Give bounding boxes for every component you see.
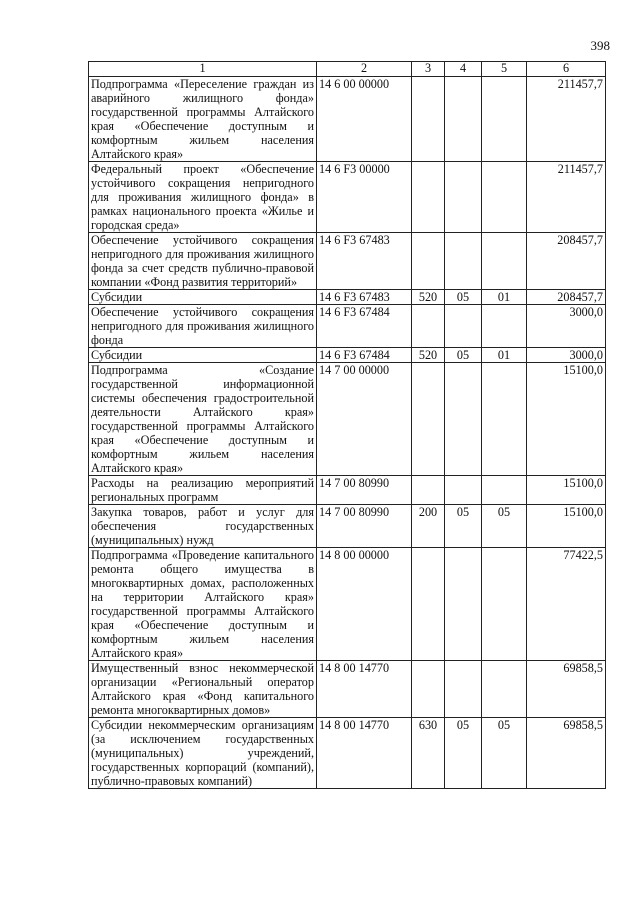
row-subsection: [482, 476, 527, 505]
row-amount: 69858,5: [527, 661, 606, 718]
row-amount: 15100,0: [527, 476, 606, 505]
table-row: [89, 290, 606, 305]
header-row: [89, 62, 606, 77]
table-body: [89, 77, 606, 789]
row-amount: 77422,5: [527, 548, 606, 661]
row-target-code: 14 6 00 00000: [317, 77, 412, 162]
table-row: [89, 363, 606, 476]
row-subsection: 01: [482, 348, 527, 363]
column-header-1: 1: [89, 62, 317, 77]
table-row: [89, 233, 606, 290]
row-expense-type: 520: [412, 290, 445, 305]
row-subsection: [482, 363, 527, 476]
row-subsection: 05: [482, 718, 527, 789]
table-row: [89, 718, 606, 789]
row-section: [445, 305, 482, 348]
table-row: [89, 348, 606, 363]
row-subsection: [482, 305, 527, 348]
column-header-5: 5: [482, 62, 527, 77]
row-target-code: 14 6 F3 00000: [317, 162, 412, 233]
row-section: [445, 233, 482, 290]
table-row: [89, 548, 606, 661]
column-header-3: 3: [412, 62, 445, 77]
row-target-code: 14 6 F3 67484: [317, 305, 412, 348]
row-name: Подпрограмма «Переселение граждан из аварийного жилищного фонда» государственной программы Алтайского края «Обеспечение доступным и комфортным жильем населения Алтайского края»: [89, 77, 317, 162]
row-expense-type: [412, 162, 445, 233]
row-expense-type: [412, 476, 445, 505]
row-name: Подпрограмма «Проведение капитального ремонта общего имущества в многоквартирных домах, расположенных на территории Алтайского края» государственной программы Алтайского края «Обеспечение доступным и комфортным жильем населения Алтайского края»: [89, 548, 317, 661]
row-amount: 211457,7: [527, 162, 606, 233]
row-amount: 208457,7: [527, 233, 606, 290]
row-amount: 211457,7: [527, 77, 606, 162]
row-name: Обеспечение устойчивого сокращения непригодного для проживания жилищного фонда за счет средств публично-правовой компании «Фонд развития территорий»: [89, 233, 317, 290]
row-name: Имущественный взнос некоммерческой организации «Региональный оператор Алтайского края «Фонд капитального ремонта многоквартирных домов»: [89, 661, 317, 718]
row-target-code: 14 8 00 14770: [317, 661, 412, 718]
row-subsection: [482, 162, 527, 233]
page-number: 398: [590, 38, 610, 53]
row-target-code: 14 6 F3 67484: [317, 348, 412, 363]
row-name: Закупка товаров, работ и услуг для обеспечения государственных (муниципальных) нужд: [89, 505, 317, 548]
table-row: [89, 162, 606, 233]
row-target-code: 14 6 F3 67483: [317, 233, 412, 290]
row-expense-type: 630: [412, 718, 445, 789]
row-amount: 3000,0: [527, 305, 606, 348]
row-expense-type: [412, 305, 445, 348]
row-target-code: 14 7 00 00000: [317, 363, 412, 476]
table-row: [89, 305, 606, 348]
row-amount: 69858,5: [527, 718, 606, 789]
row-name: Расходы на реализацию мероприятий региональных программ: [89, 476, 317, 505]
row-target-code: 14 8 00 00000: [317, 548, 412, 661]
row-target-code: 14 7 00 80990: [317, 505, 412, 548]
column-header-6: 6: [527, 62, 606, 77]
row-name: Субсидии некоммерческим организациям (за исключением государственных (муниципальных) учреждений, государственных корпораций (компаний), публично-правовых компаний): [89, 718, 317, 789]
row-amount: 208457,7: [527, 290, 606, 305]
row-name: Обеспечение устойчивого сокращения непригодного для проживания жилищного фонда: [89, 305, 317, 348]
row-subsection: 05: [482, 505, 527, 548]
row-section: [445, 548, 482, 661]
row-expense-type: 200: [412, 505, 445, 548]
row-name: Субсидии: [89, 290, 317, 305]
row-section: [445, 77, 482, 162]
row-expense-type: [412, 548, 445, 661]
column-header-4: 4: [445, 62, 482, 77]
row-expense-type: [412, 233, 445, 290]
row-section: [445, 476, 482, 505]
row-amount: 15100,0: [527, 363, 606, 476]
row-subsection: [482, 661, 527, 718]
table-row: [89, 505, 606, 548]
row-expense-type: [412, 363, 445, 476]
row-section: [445, 363, 482, 476]
row-target-code: 14 6 F3 67483: [317, 290, 412, 305]
row-name: Подпрограмма «Создание государственной информационной системы обеспечения градостроительной деятельности Алтайского края» государственной программы Алтайского края «Обеспечение доступным и комфортным жильем населения Алтайского края»: [89, 363, 317, 476]
column-header-2: 2: [317, 62, 412, 77]
row-name: Федеральный проект «Обеспечение устойчивого сокращения непригодного для проживания жилищного фонда» в рамках национального проекта «Жилье и городская среда»: [89, 162, 317, 233]
row-section: [445, 162, 482, 233]
row-section: 05: [445, 718, 482, 789]
row-section: 05: [445, 505, 482, 548]
row-section: 05: [445, 348, 482, 363]
row-expense-type: [412, 77, 445, 162]
row-target-code: 14 7 00 80990: [317, 476, 412, 505]
row-name: Субсидии: [89, 348, 317, 363]
row-expense-type: 520: [412, 348, 445, 363]
table-row: [89, 476, 606, 505]
row-amount: 3000,0: [527, 348, 606, 363]
table-row: [89, 661, 606, 718]
row-section: 05: [445, 290, 482, 305]
row-subsection: [482, 77, 527, 162]
row-expense-type: [412, 661, 445, 718]
budget-table: [88, 61, 606, 789]
table-header: [89, 62, 606, 77]
row-amount: 15100,0: [527, 505, 606, 548]
row-target-code: 14 8 00 14770: [317, 718, 412, 789]
row-section: [445, 661, 482, 718]
row-subsection: [482, 548, 527, 661]
row-subsection: 01: [482, 290, 527, 305]
table-row: [89, 77, 606, 162]
row-subsection: [482, 233, 527, 290]
